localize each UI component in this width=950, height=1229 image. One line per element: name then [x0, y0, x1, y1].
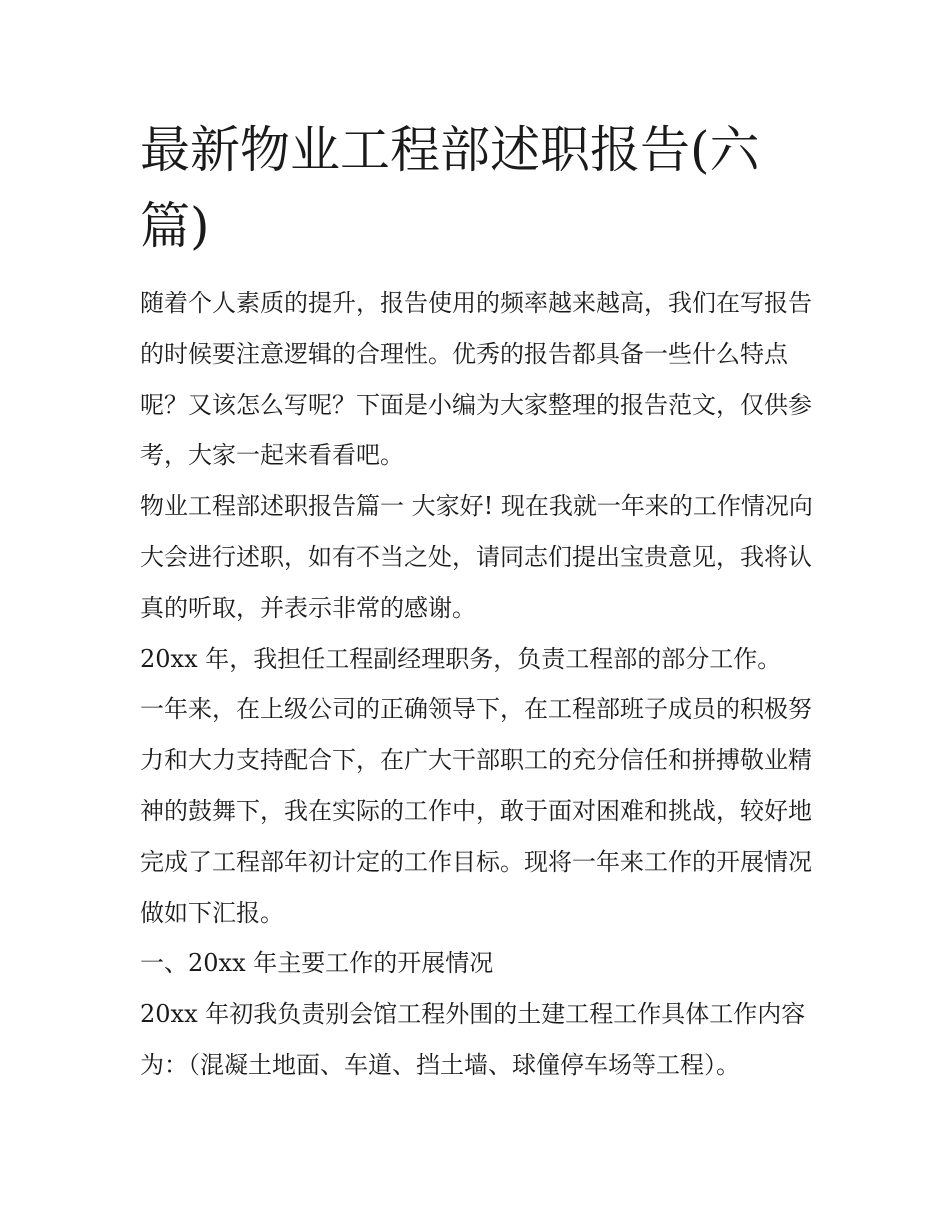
document-title: 最新物业工程部述职报告(六篇) [140, 121, 760, 255]
paragraph-work-content: 20xx 年初我负责别会馆工程外围的土建工程工作具体工作内容为：（混凝土地面、车道、挡土墙、球僮停车场等工程）。 [140, 1000, 806, 1079]
section-heading: 一、20xx 年主要工作的开展情况 [140, 949, 494, 978]
paragraph-position: 20xx 年，我担任工程副经理职务，负责工程部的部分工作。 [140, 644, 782, 673]
paragraph-opening: 物业工程部述职报告篇一 大家好! 现在我就一年来的工作情况向大会进行述职，如有不当之处，请同志们提出宝贵意见，我将认真的听取，并表示非常的感谢。 [140, 492, 813, 622]
paragraph-intro: 随着个人素质的提升，报告使用的频率越来越高，我们在写报告的时候要注意逻辑的合理性。优秀的报告都具备一些什么特点呢？又该怎么写呢？下面是小编为大家整理的报告范文，仅供参考，大家一起来看看吧。 [140, 289, 812, 470]
document-body [140, 278, 820, 1091]
paragraph-summary: 一年来，在上级公司的正确领导下，在工程部班子成员的积极努力和大力支持配合下，在广大干部职工的充分信任和拼搏敬业精神的鼓舞下，我在实际的工作中，敢于面对困难和挑战，较好地完成了工程部年初计定的工作目标。现将一年来工作的开展情况做如下汇报。 [140, 695, 812, 927]
